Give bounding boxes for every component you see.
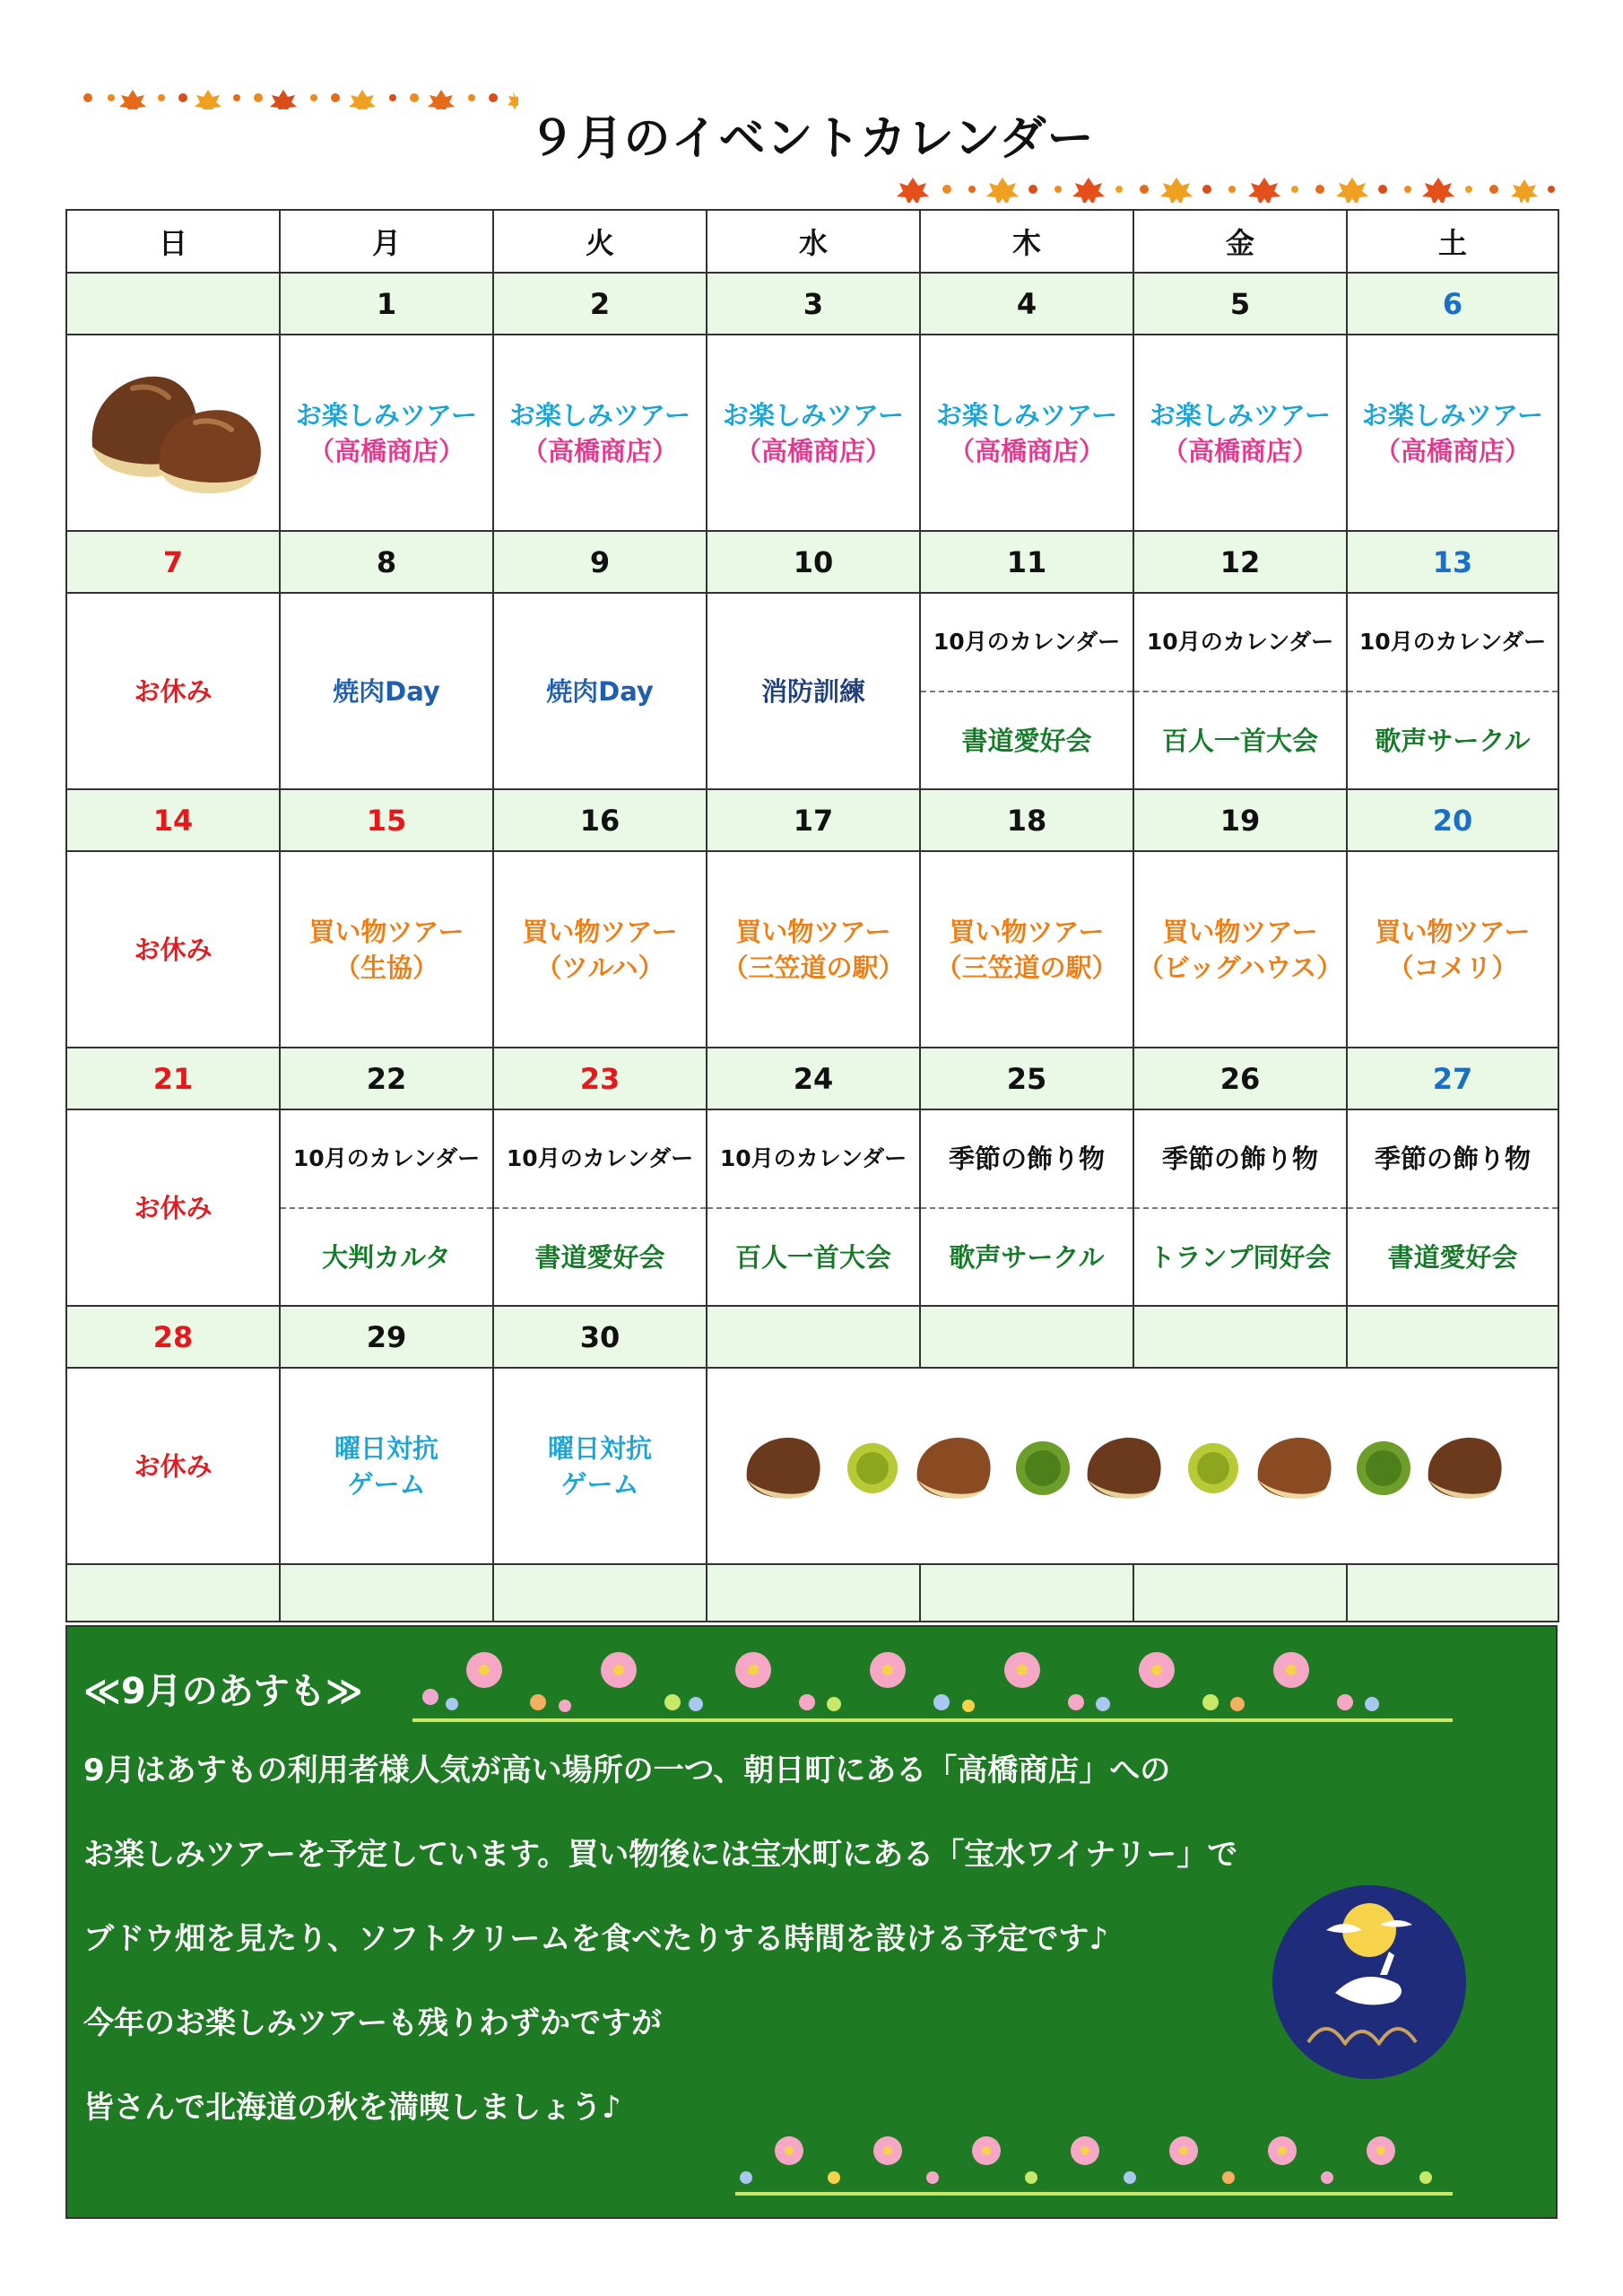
news-line-1: 9月はあすもの利用者様人気が高い場所の一つ、朝日町にある「高橋商店」への [83,1752,1171,1788]
chestnut-icon [79,361,267,496]
fire-drill-cell: 消防訓練 [707,593,920,789]
date-cell [493,273,707,335]
event-cell: 買い物ツアー （生協） [280,851,493,1048]
date-cell [920,273,1133,335]
news-line-3: ブドウ畑を見たり、ソフトクリームを食べたりする時間を設ける予定です♪ [83,1921,1109,1957]
date-number: 5 [1229,286,1251,321]
rest-day-cell: お休み [66,1368,280,1564]
weekday-sun: 日 [66,210,280,273]
date-number: 27 [1432,1061,1473,1096]
event-cell: 買い物ツアー （ツルハ） [493,851,707,1048]
event-cell: お楽しみツアー （高橋商店） [493,335,707,531]
event-cell: 曜日対抗 ゲーム [493,1368,707,1564]
weekday-thu: 木 [920,210,1133,273]
event-cell: お楽しみツアー （高橋商店） [280,335,493,531]
date-number: 14 [152,803,194,838]
date-number: 11 [1006,544,1047,579]
leaf-garland-right [897,176,1560,203]
cosmos-flower-icon [412,1643,1453,1733]
empty-bottom-row [66,1564,1558,1622]
weekday-fri: 金 [1133,210,1347,273]
news-line-5: 皆さんで北海道の秋を満喫しましょう♪ [83,2090,621,2126]
event-cell: 買い物ツアー （ビッグハウス） [1133,851,1347,1048]
moon-rabbit-icon [1272,1885,1466,2079]
date-cell [707,1306,920,1368]
date-cell [1347,273,1558,335]
weekday-wed: 水 [707,210,920,273]
date-row-1 [66,273,1558,335]
rest-day-cell: お休み [66,1109,280,1306]
chestnut-burr-icon [729,1413,1536,1511]
date-number: 24 [793,1061,834,1096]
date-cell [66,273,280,335]
rest-day-cell: お休み [66,851,280,1048]
date-number: 12 [1219,544,1261,579]
news-line-2: お楽しみツアーを予定しています。買い物後には宝水町にある「宝水ワイナリー」で [83,1837,1238,1873]
date-number: 6 [1442,286,1463,321]
weekday-tue: 火 [493,210,707,273]
date-cell [1133,273,1347,335]
event-cell: 曜日対抗 ゲーム [280,1368,493,1564]
event-row-4 [66,1109,1558,1306]
date-cell [1347,1306,1558,1368]
weekday-header-row [66,210,1558,273]
date-cell [1133,1306,1347,1368]
event-cell: 10月のカレンダー 歌声サークル [1347,593,1558,789]
news-line-4: 今年のお楽しみツアーも残りわずかですが [83,2005,662,2041]
date-number: 16 [579,803,621,838]
event-cell: お楽しみツアー （高橋商店） [1347,335,1558,531]
news-heading: ≪9月のあすも≫ [83,1671,363,1712]
news-box [65,1625,1558,2219]
event-cell: 焼肉Day [280,593,493,789]
date-number: 22 [366,1061,407,1096]
weekday-mon: 月 [280,210,493,273]
event-cell: 買い物ツアー （三笠道の駅） [707,851,920,1048]
date-number: 13 [1432,544,1473,579]
event-row-5 [66,1368,1558,1564]
date-number: 8 [376,544,397,579]
date-row-3 [66,789,1558,851]
event-cell: 10月のカレンダー 百人一首大会 [707,1109,920,1306]
date-number: 25 [1006,1061,1047,1096]
event-cell: 10月のカレンダー 書道愛好会 [920,593,1133,789]
event-row-3 [66,851,1558,1048]
date-number: 28 [152,1319,194,1354]
maple-leaf-icon [897,176,1560,203]
date-number: 18 [1006,803,1047,838]
chestnut-decoration-cell [707,1368,1558,1564]
date-number: 26 [1219,1061,1261,1096]
rest-day-cell: お休み [66,593,280,789]
event-cell: 買い物ツアー （コメリ） [1347,851,1558,1048]
date-number: 10 [793,544,834,579]
date-number: 1 [376,286,397,321]
event-cell: 焼肉Day [493,593,707,789]
date-number: 19 [1219,803,1261,838]
event-cell: 10月のカレンダー 書道愛好会 [493,1109,707,1306]
date-row-2 [66,531,1558,593]
date-number: 23 [579,1061,621,1096]
date-cell [920,1306,1133,1368]
date-cell [707,273,920,335]
event-cell: 10月のカレンダー 大判カルタ [280,1109,493,1306]
event-row-2 [66,593,1558,789]
event-cell: 買い物ツアー （三笠道の駅） [920,851,1133,1048]
weekday-sat: 土 [1347,210,1558,273]
event-cell: お楽しみツアー （高橋商店） [1133,335,1347,531]
cosmos-flower-icon [735,2131,1453,2203]
date-number: 9 [589,544,611,579]
event-row-1 [66,335,1558,531]
calendar-table [65,209,1559,1622]
event-cell: 季節の飾り物 歌声サークル [920,1109,1133,1306]
event-cell: 季節の飾り物 書道愛好会 [1347,1109,1558,1306]
date-cell [280,273,493,335]
event-cell: 季節の飾り物 トランプ同好会 [1133,1109,1347,1306]
event-cell: お楽しみツアー （高橋商店） [707,335,920,531]
chestnut-image-cell [66,335,280,531]
date-number: 2 [589,286,611,321]
date-number: 21 [152,1061,194,1096]
date-number: 7 [162,544,184,579]
date-number: 30 [579,1319,621,1354]
date-row-4 [66,1048,1558,1109]
date-number: 20 [1432,803,1473,838]
date-number: 4 [1016,286,1037,321]
event-cell: 10月のカレンダー 百人一首大会 [1133,593,1347,789]
date-number: 29 [366,1319,407,1354]
date-number: 17 [793,803,834,838]
date-row-5 [66,1306,1558,1368]
date-number: 15 [366,803,407,838]
date-number: 3 [803,286,824,321]
page-title: ９月のイベントカレンダー [528,112,1095,166]
event-cell: お楽しみツアー （高橋商店） [920,335,1133,531]
